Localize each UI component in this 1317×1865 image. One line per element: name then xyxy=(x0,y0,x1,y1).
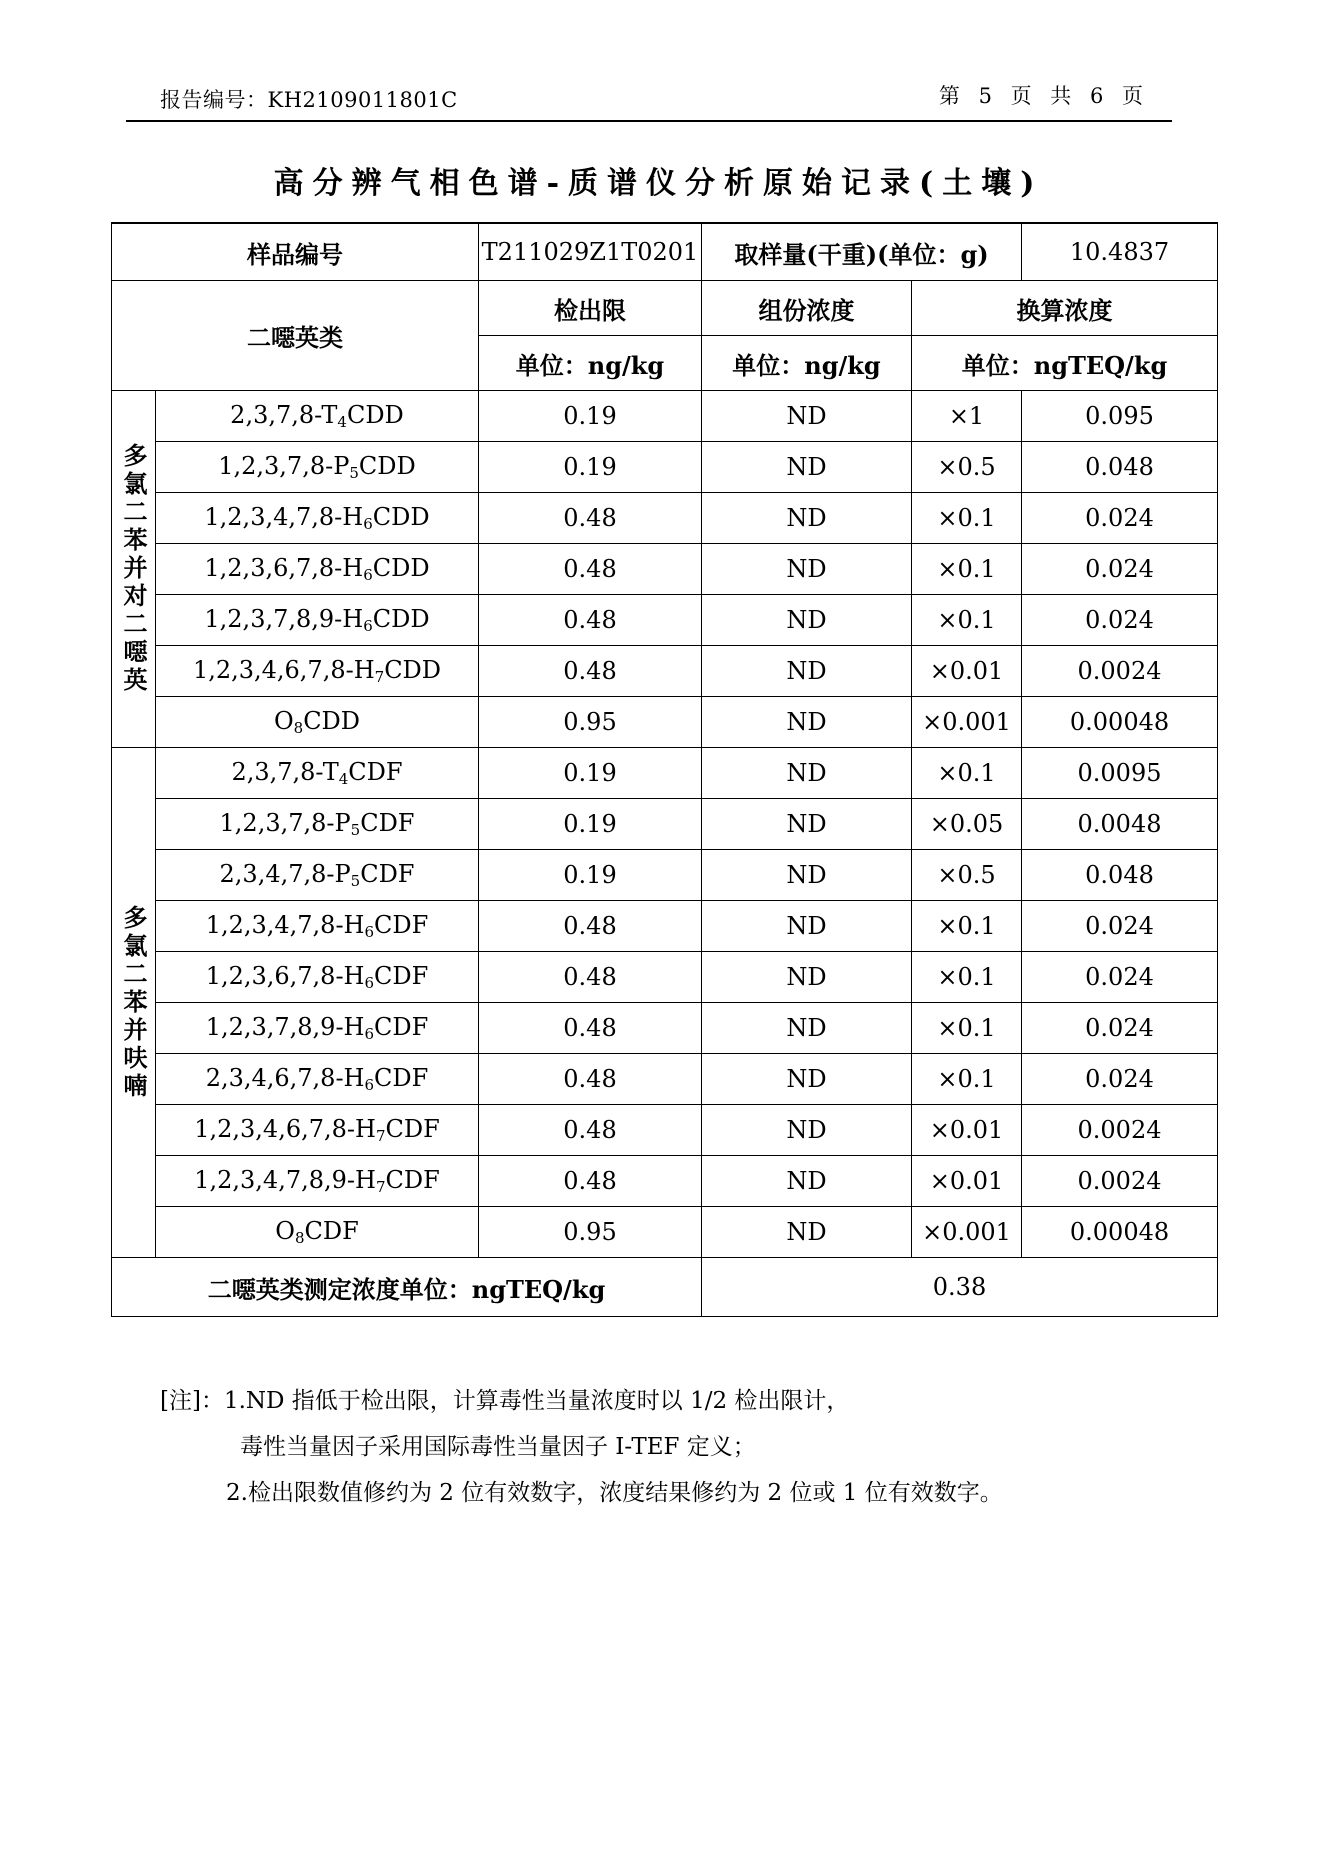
congener-prefix: 1,2,3,4,7,8-H xyxy=(205,911,365,939)
congener-subscript: 7 xyxy=(375,1127,386,1145)
congener-suffix: CDD xyxy=(372,605,430,633)
congener-name xyxy=(156,1156,479,1207)
congener-row xyxy=(112,544,1218,595)
congener-suffix: CDF xyxy=(374,962,429,990)
congener-subscript: 6 xyxy=(364,974,375,992)
sample-value: T211029Z1T0201 xyxy=(479,223,702,281)
congener-name xyxy=(156,544,479,595)
total-label: 二噁英类测定浓度单位：ngTEQ/kg xyxy=(112,1258,702,1317)
conc-value: ND xyxy=(702,544,912,595)
tef-value: ×0.1 xyxy=(912,952,1022,1003)
header-row xyxy=(112,281,1218,336)
lod-value: 0.95 xyxy=(479,697,702,748)
congener-subscript: 5 xyxy=(350,821,361,839)
congener-suffix: CDF xyxy=(374,911,429,939)
conc-value: ND xyxy=(702,850,912,901)
congener-row xyxy=(112,442,1218,493)
congener-name xyxy=(156,595,479,646)
congener-name xyxy=(156,1105,479,1156)
weight-value: 10.4837 xyxy=(1022,223,1218,281)
congener-name xyxy=(156,493,479,544)
conc-value: ND xyxy=(702,799,912,850)
congener-name xyxy=(156,646,479,697)
lod-value: 0.48 xyxy=(479,493,702,544)
lod-value: 0.95 xyxy=(479,1207,702,1258)
analysis-record-table xyxy=(111,222,1218,1317)
congener-suffix: CDF xyxy=(385,1166,440,1194)
congener-suffix: CDD xyxy=(384,656,442,684)
conc-value: ND xyxy=(702,901,912,952)
unit-conv: 单位：ngTEQ/kg xyxy=(912,336,1218,391)
congener-name xyxy=(156,697,479,748)
group-pcdf-label: 多氯二苯并呋喃 xyxy=(112,748,156,1258)
tef-value: ×0.1 xyxy=(912,493,1022,544)
congener-name xyxy=(156,850,479,901)
teq-value: 0.024 xyxy=(1022,544,1218,595)
congener-name xyxy=(156,1054,479,1105)
congener-subscript: 6 xyxy=(363,566,373,584)
tef-value: ×0.5 xyxy=(912,442,1022,493)
tef-value: ×0.001 xyxy=(912,1207,1022,1258)
congener-row xyxy=(112,1105,1218,1156)
conc-value: ND xyxy=(702,493,912,544)
congener-name xyxy=(156,799,479,850)
congener-row xyxy=(112,646,1218,697)
teq-value: 0.095 xyxy=(1022,391,1218,442)
teq-value: 0.0024 xyxy=(1022,1156,1218,1207)
conc-value: ND xyxy=(702,1156,912,1207)
congener-prefix: 2,3,4,6,7,8-H xyxy=(205,1064,365,1092)
conc-value: ND xyxy=(702,595,912,646)
note-line-2: 毒性当量因子采用国际毒性当量因子 I-TEF 定义； xyxy=(240,1434,756,1460)
sample-row xyxy=(112,223,1218,281)
congener-name xyxy=(156,1003,479,1054)
congener-prefix: 1,2,3,7,8-P xyxy=(219,809,351,837)
lod-value: 0.48 xyxy=(479,1105,702,1156)
teq-value: 0.024 xyxy=(1022,901,1218,952)
congener-subscript: 6 xyxy=(363,515,373,533)
congener-subscript: 6 xyxy=(364,1076,375,1094)
conc-value: ND xyxy=(702,952,912,1003)
congener-prefix: O xyxy=(275,1217,295,1245)
congener-prefix: 1,2,3,4,6,7,8-H xyxy=(194,1115,376,1143)
congener-row xyxy=(112,697,1218,748)
notes xyxy=(160,1378,1003,1516)
lod-value: 0.19 xyxy=(479,442,702,493)
tef-value: ×0.05 xyxy=(912,799,1022,850)
congener-prefix: O xyxy=(273,707,294,735)
conc-value: ND xyxy=(702,391,912,442)
tef-value: ×0.5 xyxy=(912,850,1022,901)
teq-value: 0.0024 xyxy=(1022,646,1218,697)
teq-value: 0.024 xyxy=(1022,1003,1218,1054)
congener-prefix: 2,3,4,7,8-P xyxy=(219,860,351,888)
teq-value: 0.024 xyxy=(1022,1054,1218,1105)
congener-prefix: 1,2,3,4,6,7,8-H xyxy=(192,656,375,684)
teq-value: 0.048 xyxy=(1022,442,1218,493)
congener-subscript: 7 xyxy=(374,668,385,686)
congener-prefix: 1,2,3,6,7,8-H xyxy=(204,554,364,582)
conc-value: ND xyxy=(702,1003,912,1054)
col-lod-header: 检出限 xyxy=(479,281,702,336)
congener-name xyxy=(156,748,479,799)
congener-row xyxy=(112,799,1218,850)
lod-value: 0.48 xyxy=(479,1156,702,1207)
congener-prefix: 2,3,7,8-T xyxy=(230,401,338,429)
congener-subscript: 5 xyxy=(349,464,359,482)
congener-name xyxy=(156,442,479,493)
congener-suffix: CDF xyxy=(374,1013,429,1041)
tef-value: ×0.1 xyxy=(912,544,1022,595)
congener-row xyxy=(112,391,1218,442)
congener-subscript: 4 xyxy=(338,770,349,788)
congener-prefix: 2,3,7,8-T xyxy=(231,758,339,786)
conc-value: ND xyxy=(702,1207,912,1258)
congener-suffix: CDD xyxy=(372,554,430,582)
congener-prefix: 1,2,3,7,8-P xyxy=(218,452,350,480)
congener-subscript: 6 xyxy=(364,923,375,941)
congener-row xyxy=(112,1156,1218,1207)
congener-prefix: 1,2,3,7,8,9-H xyxy=(205,1013,365,1041)
congener-row xyxy=(112,850,1218,901)
lod-value: 0.48 xyxy=(479,901,702,952)
congener-prefix: 1,2,3,4,7,8,9-H xyxy=(194,1166,376,1194)
congener-suffix: CDF xyxy=(360,809,415,837)
conc-value: ND xyxy=(702,646,912,697)
congener-name xyxy=(156,901,479,952)
note-line-1: [注]：1.ND 指低于检出限，计算毒性当量浓度时以 1/2 检出限计， xyxy=(160,1388,850,1414)
congener-suffix: CDF xyxy=(348,758,403,786)
congener-prefix: 1,2,3,7,8,9-H xyxy=(204,605,364,633)
teq-value: 0.00048 xyxy=(1022,1207,1218,1258)
congener-row xyxy=(112,1207,1218,1258)
congener-suffix: CDF xyxy=(360,860,415,888)
col-conc-header: 组份浓度 xyxy=(702,281,912,336)
col-conv-header: 换算浓度 xyxy=(912,281,1218,336)
tef-value: ×0.01 xyxy=(912,1156,1022,1207)
teq-value: 0.024 xyxy=(1022,493,1218,544)
total-value: 0.38 xyxy=(702,1258,1218,1317)
sample-label: 样品编号 xyxy=(112,223,479,281)
congener-row xyxy=(112,952,1218,1003)
teq-value: 0.0048 xyxy=(1022,799,1218,850)
teq-value: 0.024 xyxy=(1022,595,1218,646)
congener-row xyxy=(112,595,1218,646)
weight-label: 取样量(干重)(单位：g) xyxy=(702,223,1022,281)
teq-value: 0.024 xyxy=(1022,952,1218,1003)
lod-value: 0.48 xyxy=(479,952,702,1003)
teq-value: 0.00048 xyxy=(1022,697,1218,748)
congener-subscript: 5 xyxy=(350,872,361,890)
class-label: 二噁英类 xyxy=(112,281,479,391)
congener-suffix: CDF xyxy=(385,1115,440,1143)
congener-subscript: 6 xyxy=(363,617,373,635)
note-line-3: 2.检出限数值修约为 2 位有效数字，浓度结果修约为 2 位或 1 位有效数字。 xyxy=(226,1480,1003,1506)
group-pcdd-label: 多氯二苯并对二噁英 xyxy=(112,391,156,748)
lod-value: 0.48 xyxy=(479,595,702,646)
congener-subscript: 4 xyxy=(337,413,347,431)
unit-conc: 单位：ng/kg xyxy=(702,336,912,391)
conc-value: ND xyxy=(702,442,912,493)
congener-row xyxy=(112,493,1218,544)
congener-subscript: 8 xyxy=(293,719,304,737)
lod-value: 0.48 xyxy=(479,646,702,697)
lod-value: 0.48 xyxy=(479,1003,702,1054)
conc-value: ND xyxy=(702,1105,912,1156)
tef-value: ×0.001 xyxy=(912,697,1022,748)
tef-value: ×0.1 xyxy=(912,595,1022,646)
congener-suffix: CDD xyxy=(358,452,416,480)
congener-suffix: CDD xyxy=(372,503,430,531)
congener-suffix: CDF xyxy=(374,1064,429,1092)
teq-value: 0.048 xyxy=(1022,850,1218,901)
congener-name xyxy=(156,952,479,1003)
congener-name xyxy=(156,1207,479,1258)
total-row xyxy=(112,1258,1218,1317)
congener-prefix: 1,2,3,4,7,8-H xyxy=(204,503,364,531)
conc-value: ND xyxy=(702,697,912,748)
congener-row xyxy=(112,748,1218,799)
tef-value: ×0.1 xyxy=(912,748,1022,799)
congener-row xyxy=(112,1003,1218,1054)
congener-row xyxy=(112,1054,1218,1105)
congener-suffix: CDD xyxy=(346,401,404,429)
tef-value: ×1 xyxy=(912,391,1022,442)
lod-value: 0.19 xyxy=(479,850,702,901)
lod-value: 0.19 xyxy=(479,391,702,442)
congener-suffix: CDD xyxy=(303,707,361,735)
lod-value: 0.48 xyxy=(479,1054,702,1105)
congener-suffix: CDF xyxy=(304,1217,359,1245)
tef-value: ×0.1 xyxy=(912,1054,1022,1105)
tef-value: ×0.1 xyxy=(912,1003,1022,1054)
lod-value: 0.19 xyxy=(479,748,702,799)
congener-row xyxy=(112,901,1218,952)
teq-value: 0.0095 xyxy=(1022,748,1218,799)
congener-subscript: 6 xyxy=(364,1025,375,1043)
conc-value: ND xyxy=(702,1054,912,1105)
congener-name xyxy=(156,391,479,442)
tef-value: ×0.1 xyxy=(912,901,1022,952)
congener-subscript: 7 xyxy=(375,1178,386,1196)
teq-value: 0.0024 xyxy=(1022,1105,1218,1156)
lod-value: 0.48 xyxy=(479,544,702,595)
congener-prefix: 1,2,3,6,7,8-H xyxy=(205,962,365,990)
header-rule xyxy=(126,120,1172,122)
page-number: 第 5 页 共 6 页 xyxy=(938,84,1149,108)
report-number: 报告编号：KH2109011801C xyxy=(160,88,458,112)
tef-value: ×0.01 xyxy=(912,646,1022,697)
congener-subscript: 8 xyxy=(294,1229,305,1247)
lod-value: 0.19 xyxy=(479,799,702,850)
unit-lod: 单位：ng/kg xyxy=(479,336,702,391)
tef-value: ×0.01 xyxy=(912,1105,1022,1156)
conc-value: ND xyxy=(702,748,912,799)
page-title: 高分辨气相色谱-质谱仪分析原始记录(土壤) xyxy=(273,166,1044,201)
